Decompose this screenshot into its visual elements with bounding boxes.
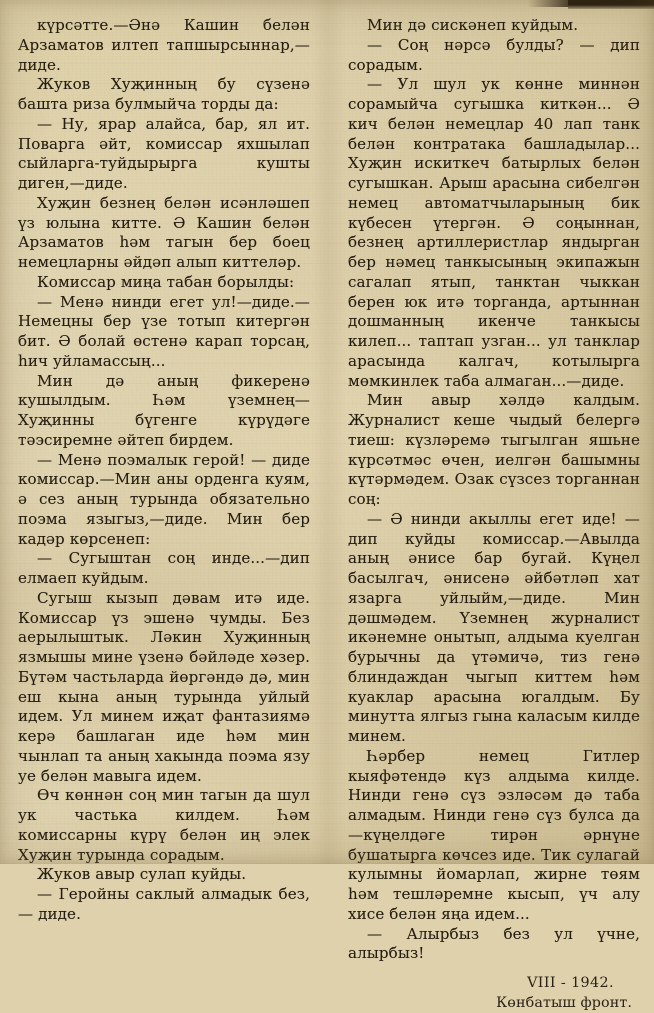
paragraph: Мин дә сискәнеп куйдым. bbox=[348, 16, 640, 36]
paragraph: Һәрбер немец Гитлер кыяфәтендә күз алдыма килде. Нинди генә сүз эзләсәм дә таба алмадым. Нинди генә сүз булса да—күңелдәге тирән әрнүне бушатырга көчсез иде. Тик сулагай кулымны йомарлап, жирне төям һәм тешләремне кысып, үч алу хисе белән яңа идем... bbox=[348, 747, 640, 925]
text-column-right bbox=[348, 16, 640, 1013]
dateline-place: Көнбатыш фронт. bbox=[348, 994, 632, 1013]
paragraph: — Соң нәрсә булды? — дип сорадым. bbox=[348, 36, 640, 76]
paragraph: Жуков авыр сулап куйды. bbox=[18, 865, 310, 885]
paragraph: — Геройны саклый алмадык без, — диде. bbox=[18, 885, 310, 925]
paragraph: Жуков Хуҗинның бу сүзенә башта риза булмыйча торды да: bbox=[18, 75, 310, 115]
paragraph: — Алырбыз без ул үчне, алырбыз! bbox=[348, 925, 640, 965]
paragraph: Комиссар миңа табан борылды: bbox=[18, 273, 310, 293]
paragraph: Өч көннән соң мин тагын да шул ук частька килдем. Һәм комиссарны күрү белән иң элек Хуҗин турында сорадым. bbox=[18, 786, 310, 865]
paragraph: — Ә нинди акыллы егет иде! — дип куйды комиссар.—Авылда аның әнисе бар бугай. Күңел басылгач, әнисенә әйбәтләп хат язарга уйлыйм,—диде. Мин дәшмәдем. Үземнең журналист икәнемне онытып, алдыма куелган бурычны да үтәмичә, тиз генә блиндаждан чыгып киттем һәм куаклар арасына югалдым. Бу минутта ялгыз гына каласым килде минем. bbox=[348, 510, 640, 747]
text-column-left bbox=[18, 16, 310, 925]
paragraph: — Менә поэмалык герой! — диде комиссар.—Мин аны орденга куям, ә сез аның турында обязательно поэма языгыз,—диде. Мин бер кадәр көрсенеп: bbox=[18, 451, 310, 550]
paragraph: күрсәтте.—Әнә Кашин белән Арзаматов илтеп тапшырсыннар,—диде. bbox=[18, 16, 310, 75]
paragraph: Хуҗин безнең белән исәнләшеп үз юлына китте. Ә Кашин белән Арзаматов һәм тагын бер боец немецларны әйдәп алып киттеләр. bbox=[18, 194, 310, 273]
scan-edge-fade bbox=[528, 0, 568, 7]
paragraph: — Ну, ярар алайса, бар, ял ит. Поварга әйт, комиссар яхшылап сыйларга-туйдырырга кушты диген,—диде. bbox=[18, 115, 310, 194]
paragraph: Мин авыр хәлдә калдым. Журналист кеше чыдый белергә тиеш: күзләремә тыгылган яшьне күрсәтмәс өчен, иелгән башымны күтәрмәдем. Озак сүзсез торганнан соң: bbox=[348, 391, 640, 510]
dateline-date: VIII - 1942. bbox=[348, 974, 632, 994]
scan-edge-artifact bbox=[568, 0, 654, 9]
paragraph: — Ул шул ук көнне миннән сорамыйча сугышка киткән... Ә кич белән немецлар 40 лап танк белән контратака башладылар... Хуҗин искиткеч батырлых белән сугышкан. Арыш арасына сибелгән немец автоматчыларының бик күбесен үтергән. Ә соңыннан, безнең артиллеристлар яндырган бер нәмец танкысының экипажын сагалап ятып, танктан чыккан берен юк итә торганда, артыннан дошманның икенче танкысы килеп... таптап узган... ул танклар арасында калгач, котылырга мөмкинлек таба алмаган...—диде. bbox=[348, 75, 640, 391]
paragraph: Сугыш кызып дәвам итә иде. Комиссар үз эшенә чумды. Без аерылыштык. Ләкин Хуҗинның язмышы мине үзенә бәйләде хәзер. Бүтәм частьларда йөргәндә дә, мин еш кына аның турында уйлый идем. Ул минем иҗат фантазиямә керә башлаган иде һәм мин чынлап та аның хакында поэма язу уе белән мавыга идем. bbox=[18, 589, 310, 787]
paragraph: — Менә нинди егет ул!—диде.—Немецны бер үзе тотып китергән бит. Ә болай өстенә карап торсаң, һич уйламассың... bbox=[18, 293, 310, 372]
paragraph: — Сугыштан соң инде...—дип елмаеп куйдым. bbox=[18, 549, 310, 589]
book-gutter-shadow bbox=[312, 0, 346, 864]
article-dateline bbox=[348, 974, 640, 1013]
paragraph: Мин дә аның фикеренә кушылдым. Һәм үземнең—Хуҗинны бүгенге күрүдәге тәэсиремне әйтеп бирдем. bbox=[18, 372, 310, 451]
